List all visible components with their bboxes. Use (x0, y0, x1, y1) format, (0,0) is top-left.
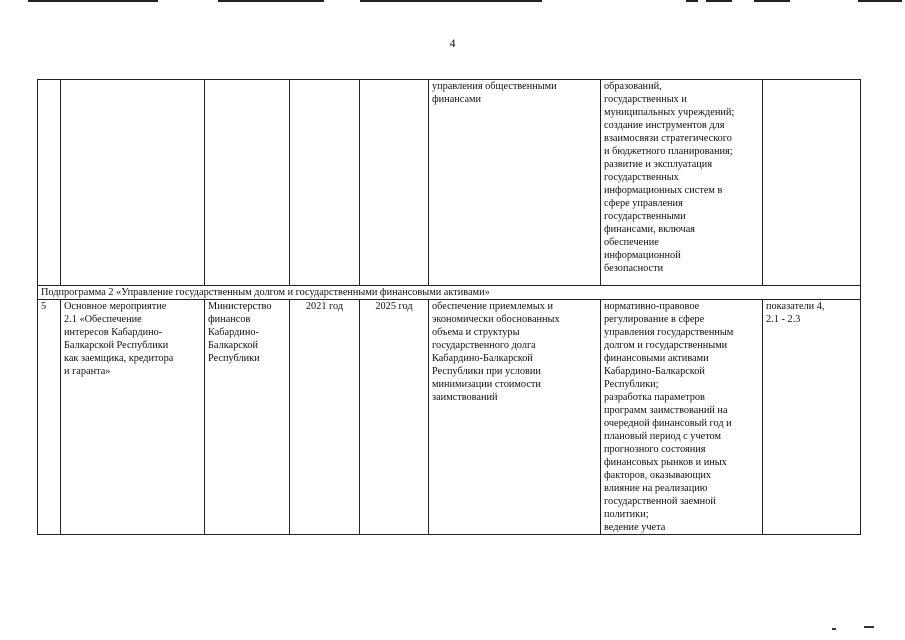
scan-edge-line (754, 0, 790, 2)
cell-result: обеспечение приемлемых и экономически обоснованных объема и структуры государственного долга Кабардино-Балкарской Республики при условии минимизации стоимости заимствований (429, 300, 601, 535)
cell-end-year (360, 80, 429, 286)
cell-indicators (763, 80, 861, 286)
table-row (38, 300, 861, 535)
subprogram-row (38, 286, 861, 300)
cell-executor: Министерство финансов Кабардино- Балкарской Республики (205, 300, 290, 535)
cell-directions: образований, государственных и муниципальных учреждений; создание инструментов для взаимосвязи стратегического и бюджетного планирования; развитие и эксплуатация государственных информационных систем в сфере управления государственными финансами, включая обеспечение информационной безопасности (601, 80, 763, 286)
subprogram-title: Подпрограмма 2 «Управление государственным долгом и государственными финансовыми активами» (38, 286, 861, 300)
cell-start-year: 2021 год (290, 300, 360, 535)
cell-number (38, 80, 61, 286)
scan-edge-line (858, 0, 902, 2)
cell-directions: нормативно-правовое регулирование в сфере управления государственным долгом и государственными финансовыми активами Кабардино-Балкарской Республики; разработка параметров программ заимствований на очередной финансовый год и плановый период с учетом прогнозного состояния финансовых рынков и иных факторов, оказывающих влияние на реализацию государственной заемной политики; ведение учета (601, 300, 763, 535)
scan-edge-line (686, 0, 698, 2)
scan-edge-line (218, 0, 324, 2)
scan-mark (832, 628, 836, 630)
program-table (37, 79, 861, 535)
scan-edge-line (28, 0, 158, 2)
page-number: 4 (449, 36, 456, 50)
scan-mark (864, 626, 874, 628)
cell-end-year: 2025 год (360, 300, 429, 535)
table-row-continuation (38, 80, 861, 286)
cell-start-year (290, 80, 360, 286)
cell-executor (205, 80, 290, 286)
scan-edge-line (706, 0, 732, 2)
cell-activity (61, 80, 205, 286)
cell-result: управления общественными финансами (429, 80, 601, 286)
cell-number: 5 (38, 300, 61, 535)
scan-edge-line (360, 0, 542, 2)
cell-activity: Основное мероприятие 2.1 «Обеспечение интересов Кабардино- Балкарской Республики как заемщика, кредитора и гаранта» (61, 300, 205, 535)
cell-indicators: показатели 4, 2.1 - 2.3 (763, 300, 861, 535)
